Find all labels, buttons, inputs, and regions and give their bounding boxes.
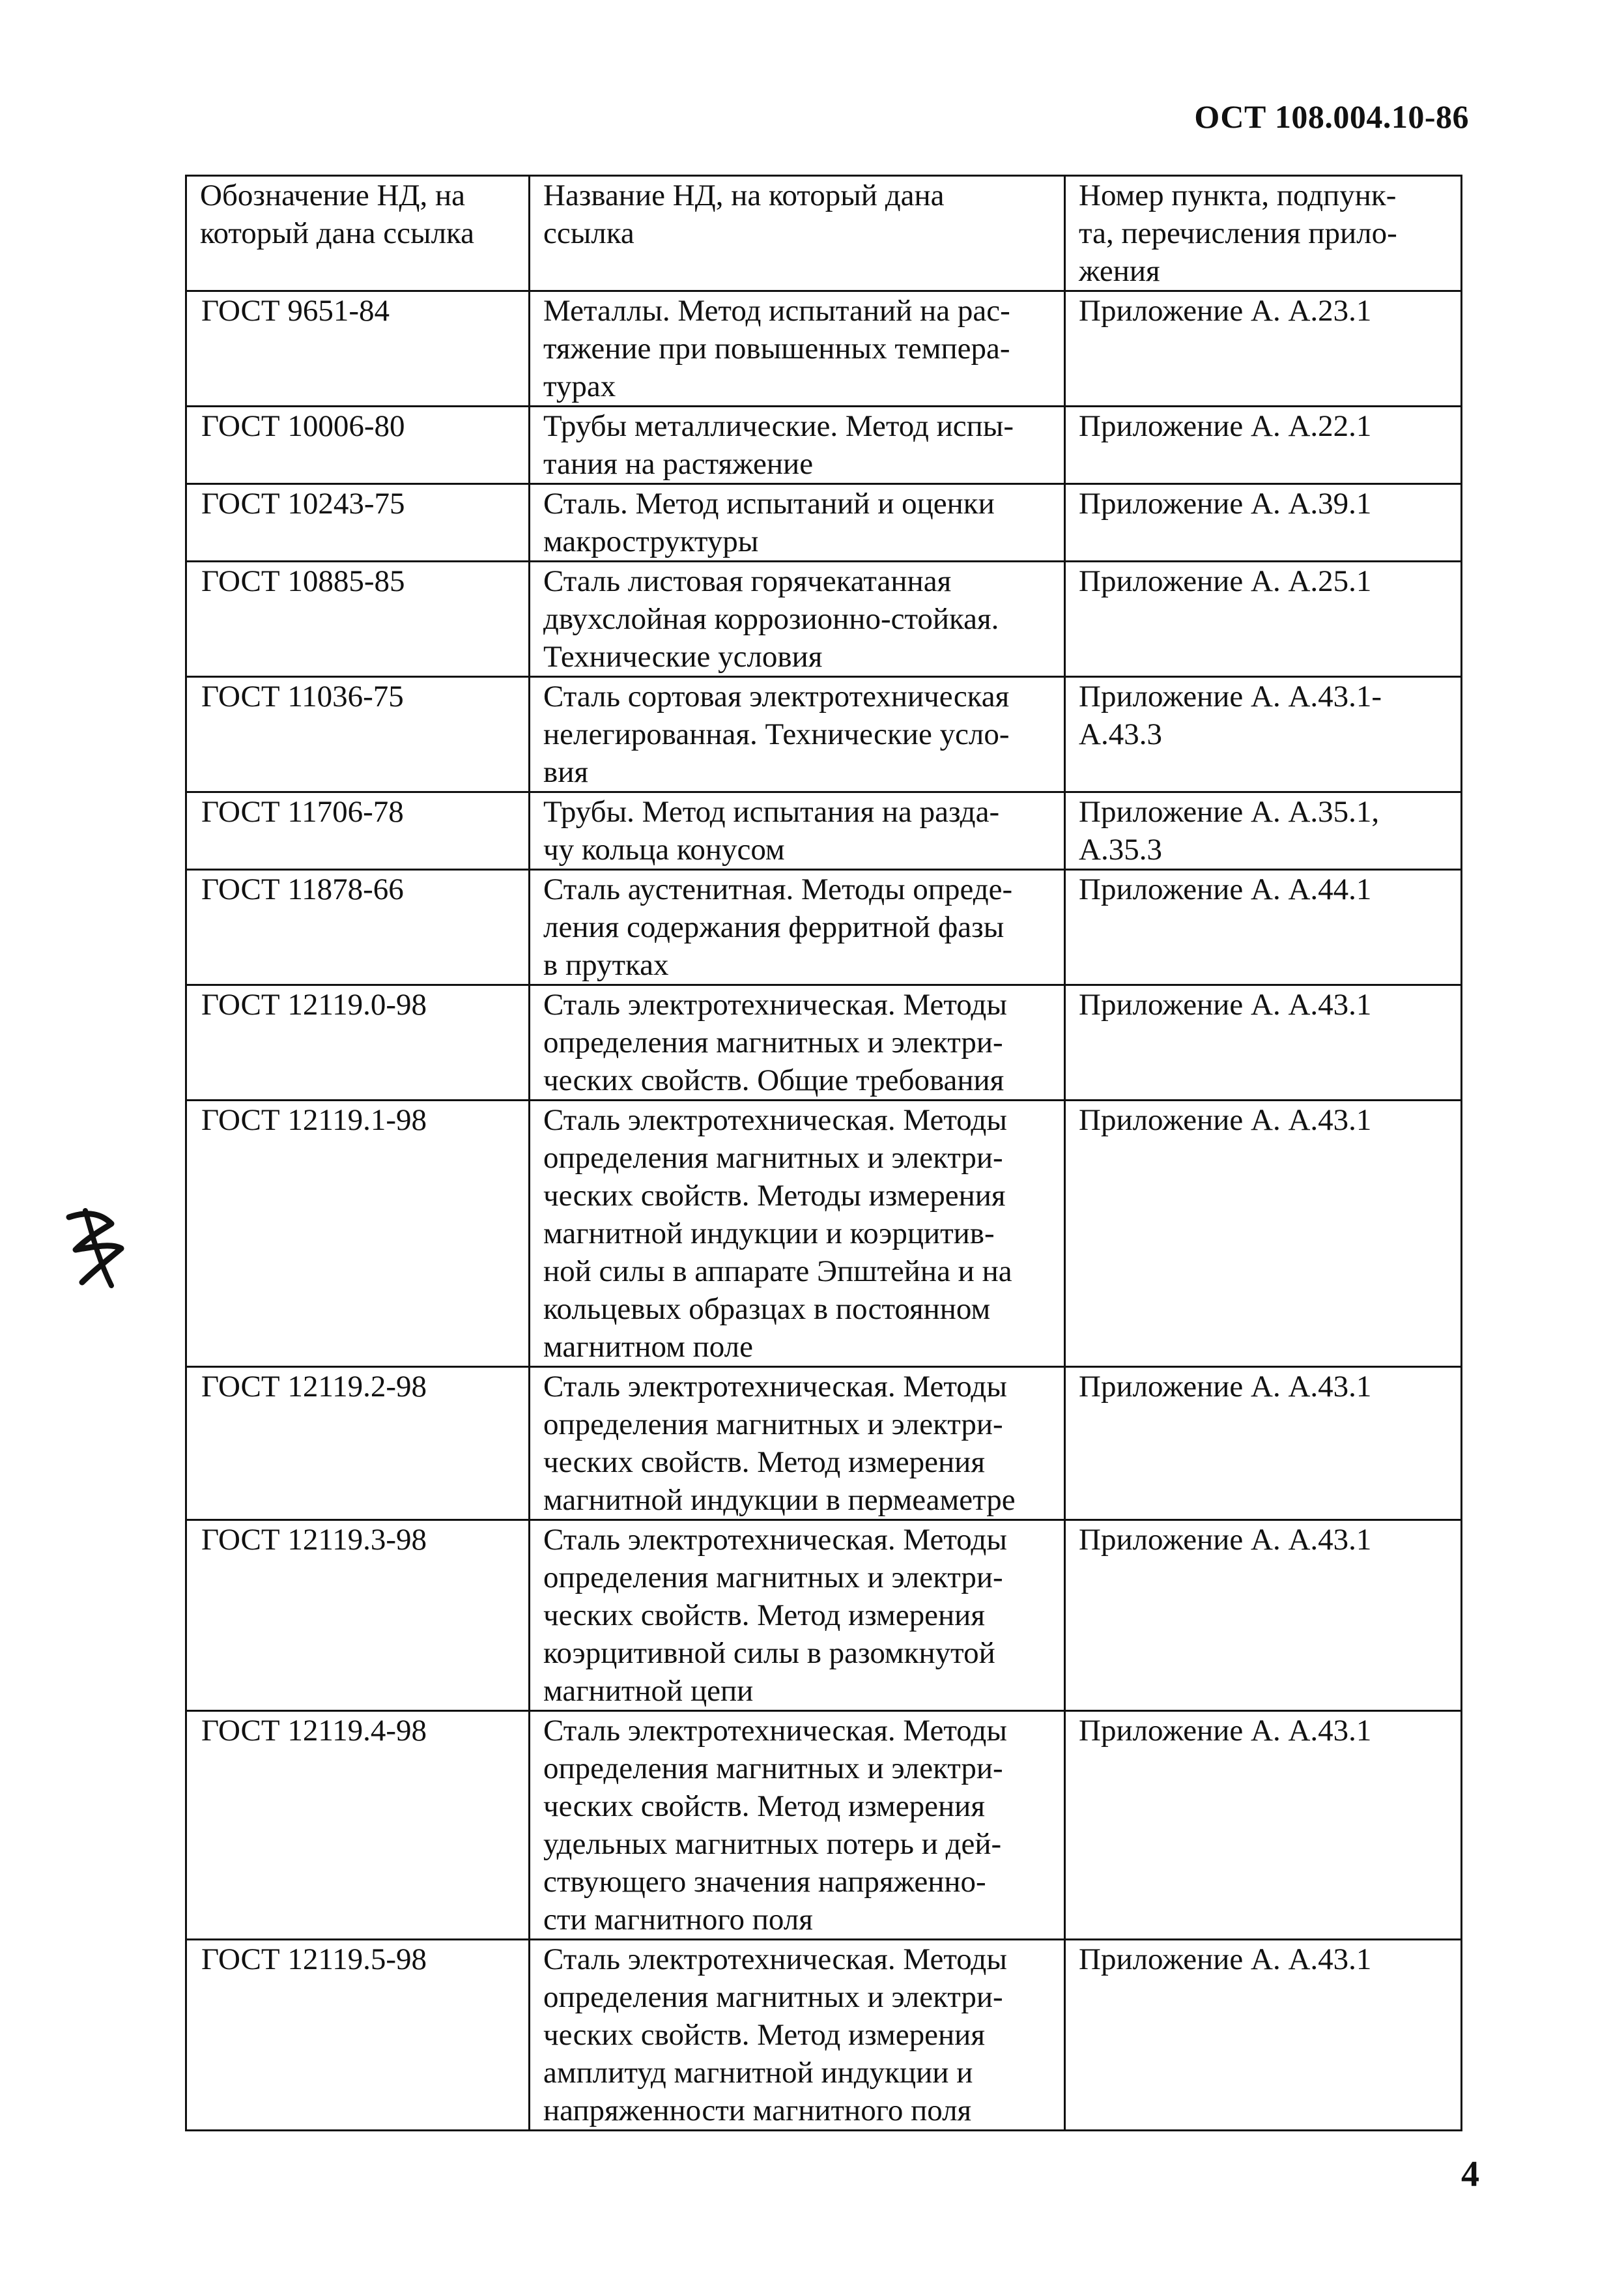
table-header-row	[186, 176, 1462, 291]
reference-table-header	[186, 176, 1462, 291]
cell-ref: Приложение А. А.43.1	[1065, 1367, 1462, 1520]
handwritten-signature-icon	[50, 1198, 141, 1295]
cell-title: Сталь электротехническая. Методы определения магнитных и электри- ческих свойств. Метод измерения магнитной индукции в пермеаметре	[530, 1367, 1065, 1520]
column-header-code: Обозначение НД, на который дана ссылка	[186, 176, 530, 291]
table-row	[186, 1940, 1462, 2131]
cell-ref: Приложение А. А.22.1	[1065, 407, 1462, 484]
table-row	[186, 407, 1462, 484]
cell-code: ГОСТ 11878-66	[186, 870, 530, 985]
column-header-ref: Номер пункта, подпунк- та, перечисления прило- жения	[1065, 176, 1462, 291]
cell-title: Сталь электротехническая. Методы определения магнитных и электри- ческих свойств. Метод измерения удельных магнитных потерь и дей- ствующего значения напряженно- сти магнитного поля	[530, 1711, 1065, 1940]
cell-code: ГОСТ 12119.3-98	[186, 1520, 530, 1711]
page-number: 4	[1461, 2154, 1479, 2195]
table-row	[186, 484, 1462, 562]
cell-ref: Приложение А. А.44.1	[1065, 870, 1462, 985]
document-code: ОСТ 108.004.10-86	[1194, 98, 1469, 135]
reference-table	[185, 175, 1462, 2131]
cell-ref: Приложение А. А.25.1	[1065, 562, 1462, 677]
cell-code: ГОСТ 12119.1-98	[186, 1101, 530, 1367]
cell-title: Сталь электротехническая. Методы определения магнитных и электри- ческих свойств. Методы измерения магнитной индукции и коэрцитив- ной силы в аппарате Эпштейна и на кольцевых образцах в постоянном магнитном поле	[530, 1101, 1065, 1367]
reference-table-body	[186, 291, 1462, 2131]
cell-title: Сталь. Метод испытаний и оценки макроструктуры	[530, 484, 1065, 562]
cell-title: Сталь сортовая электротехническая нелегированная. Технические усло- вия	[530, 677, 1065, 792]
cell-code: ГОСТ 11706-78	[186, 792, 530, 870]
cell-code: ГОСТ 10006-80	[186, 407, 530, 484]
table-row	[186, 792, 1462, 870]
cell-code: ГОСТ 12119.0-98	[186, 985, 530, 1101]
table-row	[186, 291, 1462, 407]
cell-ref: Приложение А. А.43.1	[1065, 1101, 1462, 1367]
table-row	[186, 562, 1462, 677]
table-row	[186, 677, 1462, 792]
cell-title: Металлы. Метод испытаний на рас- тяжение при повышенных темпера- турах	[530, 291, 1065, 407]
cell-ref: Приложение А. А.43.1	[1065, 985, 1462, 1101]
cell-title: Сталь электротехническая. Методы определения магнитных и электри- ческих свойств. Общие требования	[530, 985, 1065, 1101]
cell-title: Сталь электротехническая. Методы определения магнитных и электри- ческих свойств. Метод измерения коэрцитивной силы в разомкнутой магнитной цепи	[530, 1520, 1065, 1711]
table-row	[186, 1711, 1462, 1940]
cell-code: ГОСТ 12119.4-98	[186, 1711, 530, 1940]
cell-code: ГОСТ 12119.2-98	[186, 1367, 530, 1520]
cell-title: Трубы металлические. Метод испы- тания на растяжение	[530, 407, 1065, 484]
cell-ref: Приложение А. А.39.1	[1065, 484, 1462, 562]
table-row	[186, 985, 1462, 1101]
cell-ref: Приложение А. А.43.1- А.43.3	[1065, 677, 1462, 792]
cell-ref: Приложение А. А.43.1	[1065, 1940, 1462, 2131]
cell-title: Сталь электротехническая. Методы определения магнитных и электри- ческих свойств. Метод измерения амплитуд магнитной индукции и напряженности магнитного поля	[530, 1940, 1065, 2131]
table-row	[186, 870, 1462, 985]
table-row	[186, 1101, 1462, 1367]
cell-code: ГОСТ 10885-85	[186, 562, 530, 677]
cell-ref: Приложение А. А.23.1	[1065, 291, 1462, 407]
cell-title: Трубы. Метод испытания на разда- чу кольца конусом	[530, 792, 1065, 870]
cell-title: Сталь аустенитная. Методы опреде- ления содержания ферритной фазы в прутках	[530, 870, 1065, 985]
cell-code: ГОСТ 9651-84	[186, 291, 530, 407]
table-row	[186, 1367, 1462, 1520]
cell-code: ГОСТ 12119.5-98	[186, 1940, 530, 2131]
cell-ref: Приложение А. А.35.1, А.35.3	[1065, 792, 1462, 870]
cell-title: Сталь листовая горячекатанная двухслойная коррозионно-стойкая. Технические условия	[530, 562, 1065, 677]
cell-ref: Приложение А. А.43.1	[1065, 1711, 1462, 1940]
table-row	[186, 1520, 1462, 1711]
column-header-title: Название НД, на который дана ссылка	[530, 176, 1065, 291]
cell-code: ГОСТ 10243-75	[186, 484, 530, 562]
cell-ref: Приложение А. А.43.1	[1065, 1520, 1462, 1711]
cell-code: ГОСТ 11036-75	[186, 677, 530, 792]
